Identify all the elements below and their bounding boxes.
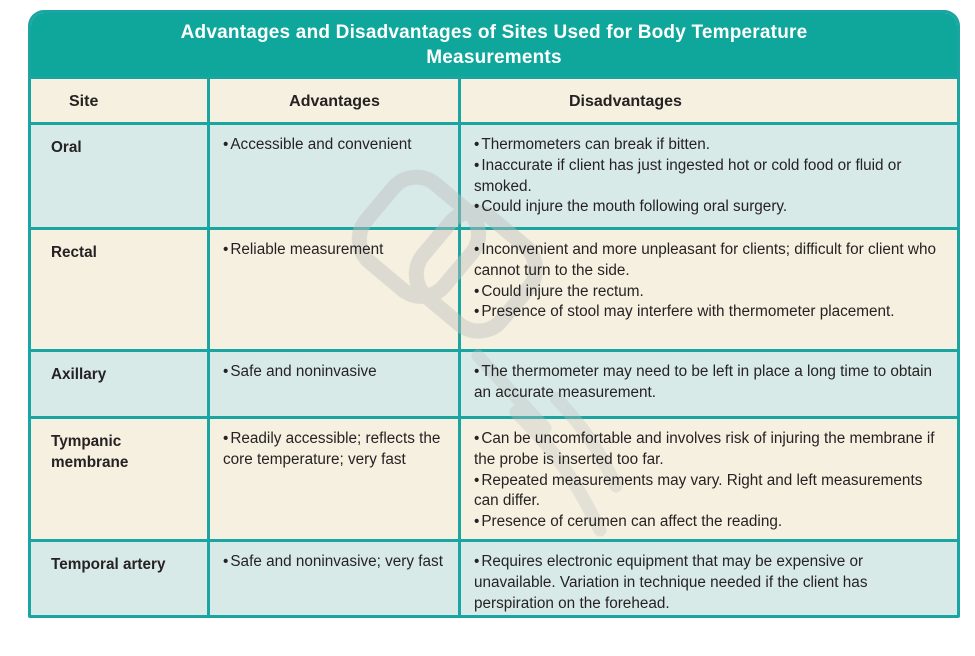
site-cell: Rectal	[51, 244, 97, 261]
column-header-disadvantages: Disadvantages	[458, 79, 957, 122]
advantages-cell	[207, 542, 458, 618]
bullet-item: • Readily accessible; reflects the core temperature; very fast	[223, 429, 446, 471]
bullet-item: • Safe and noninvasive; very fast	[223, 552, 446, 573]
temperature-sites-table	[28, 10, 960, 618]
column-header-site: Site	[69, 93, 99, 111]
site-cell: Temporal artery	[51, 556, 166, 573]
bullet-item: • Presence of cerumen can affect the reading.	[474, 512, 945, 533]
table-row-axillary	[31, 349, 957, 416]
advantages-cell	[207, 352, 458, 416]
column-header-advantages: Advantages	[207, 79, 458, 122]
disadvantages-cell	[458, 419, 957, 539]
bullet-item: • Could injure the mouth following oral surgery.	[474, 197, 945, 218]
site-cell: Tympanic membrane	[51, 433, 129, 471]
bullet-item: • Thermometers can break if bitten.	[474, 135, 945, 156]
table-header-row	[31, 76, 957, 122]
bullet-item: • The thermometer may need to be left in place a long time to obtain an accurate measurement.	[474, 362, 945, 404]
bullet-item: • Can be uncomfortable and involves risk of injuring the membrane if the probe is inserted too far.	[474, 429, 945, 471]
bullet-item: • Accessible and convenient	[223, 135, 446, 156]
advantages-cell	[207, 125, 458, 227]
disadvantages-cell	[458, 542, 957, 618]
table-row-tympanic-membrane	[31, 416, 957, 539]
table-title-bar	[31, 13, 957, 76]
bullet-item: • Requires electronic equipment that may be expensive or unavailable. Variation in technique needed if the client has perspiration on the forehead.	[474, 552, 945, 614]
bullet-item: • Reliable measurement	[223, 240, 446, 261]
bullet-item: • Presence of stool may interfere with thermometer placement.	[474, 302, 945, 323]
advantages-cell	[207, 419, 458, 539]
advantages-cell	[207, 230, 458, 349]
disadvantages-cell	[458, 230, 957, 349]
disadvantages-cell	[458, 125, 957, 227]
site-cell: Oral	[51, 139, 82, 156]
bullet-item: • Inconvenient and more unpleasant for clients; difficult for client who cannot turn to the side.	[474, 240, 945, 282]
site-cell: Axillary	[51, 366, 107, 383]
table-row-rectal	[31, 227, 957, 349]
table-row-oral	[31, 122, 957, 227]
bullet-item: • Repeated measurements may vary. Right and left measurements can differ.	[474, 471, 945, 513]
table-row-temporal-artery	[31, 539, 957, 618]
bullet-item: • Inaccurate if client has just ingested hot or cold food or fluid or smoked.	[474, 156, 945, 198]
bullet-item: • Safe and noninvasive	[223, 362, 446, 383]
table-title: Advantages and Disadvantages of Sites Used for Body Temperature Measurements	[180, 21, 808, 68]
disadvantages-cell	[458, 352, 957, 416]
bullet-item: • Could injure the rectum.	[474, 282, 945, 303]
